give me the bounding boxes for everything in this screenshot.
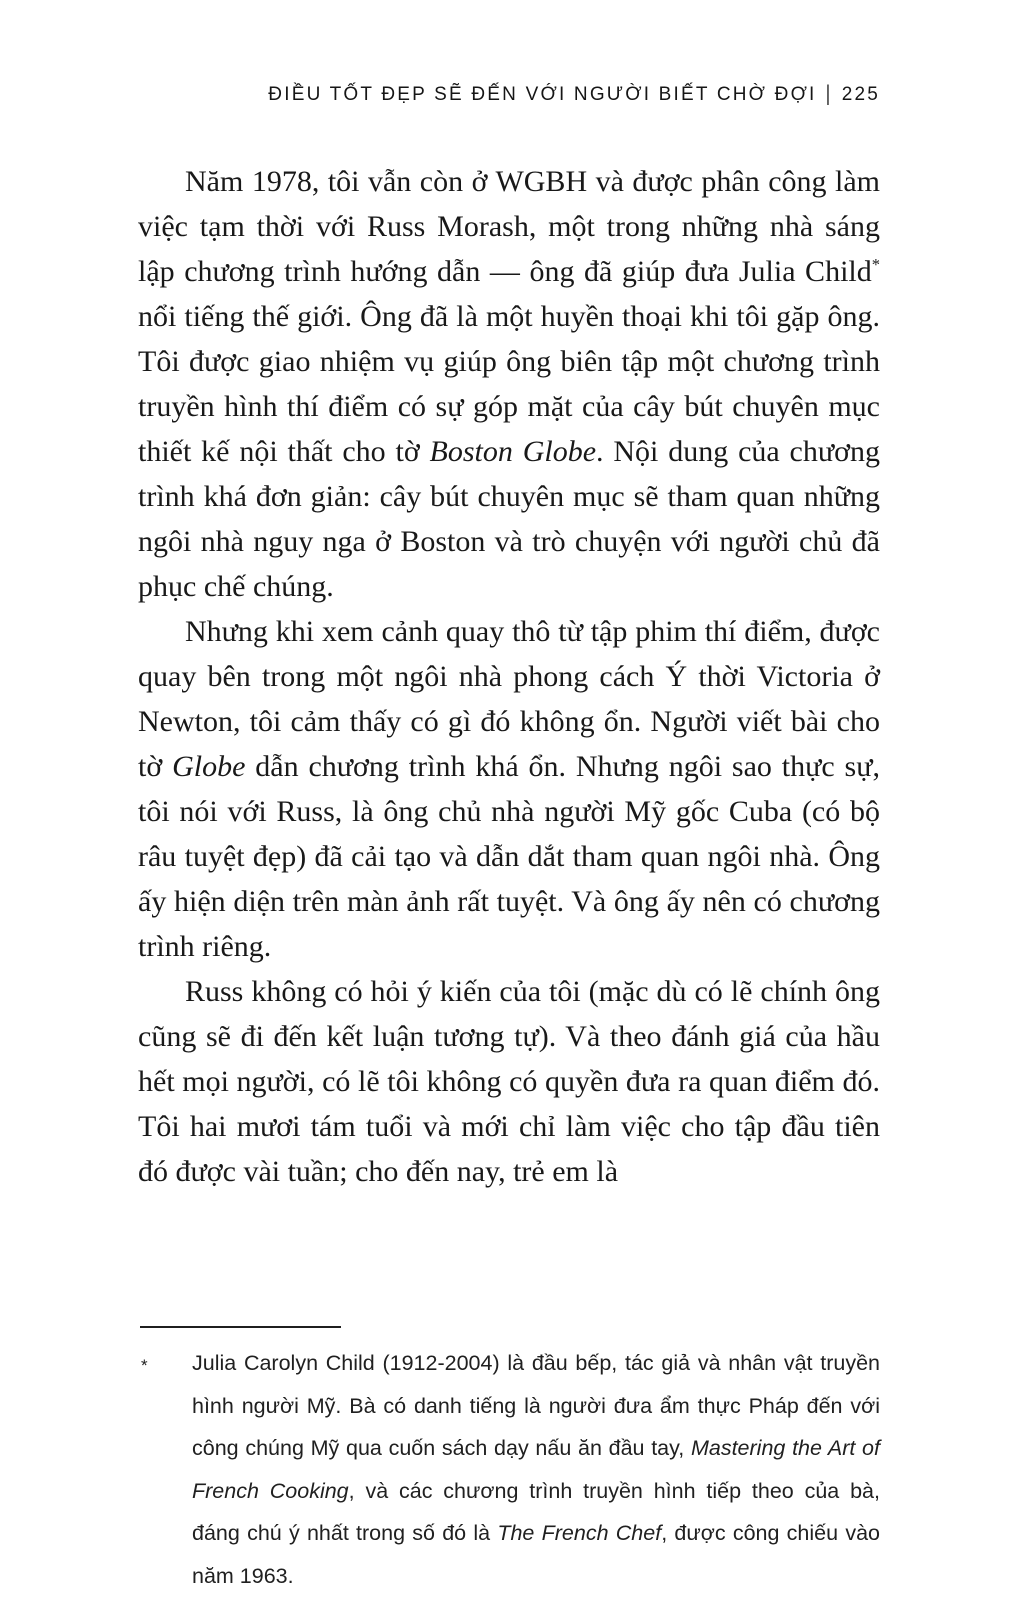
footnote-marker: *: [141, 1356, 148, 1375]
paragraph-2: Nhưng khi xem cảnh quay thô từ tập phim thí điểm, được quay bên trong một ngôi nhà phong cách Ý thời Victoria ở Newton, tôi cảm thấy có gì đó không ổn. Người viết bài cho tờ Globe dẫn chương trình khá ổn. Nhưng ngôi sao thực sự, tôi nói với Russ, là ông chủ nhà người Mỹ gốc Cuba (có bộ râu tuyệt đẹp) đã cải tạo và dẫn dắt tham quan ngôi nhà. Ông ấy hiện diện trên màn ảnh rất tuyệt. Và ông ấy nên có chương trình riêng.: [138, 615, 880, 963]
running-header: [138, 84, 880, 106]
header-divider: |: [825, 82, 833, 107]
paragraph-1: Năm 1978, tôi vẫn còn ở WGBH và được phân công làm việc tạm thời với Russ Morash, một trong những nhà sáng lập chương trình hướng dẫn — ông đã giúp đưa Julia Child* nổi tiếng thế giới. Ông đã là một huyền thoại khi tôi gặp ông. Tôi được giao nhiệm vụ giúp ông biên tập một chương trình truyền hình thí điểm có sự góp mặt của cây bút chuyên mục thiết kế nội thất cho tờ Boston Globe. Nội dung của chương trình khá đơn giản: cây bút chuyên mục sẽ tham quan những ngôi nhà nguy nga ở Boston và trò chuyện với người chủ đã phục chế chúng.: [138, 165, 880, 603]
footnote-text: Julia Carolyn Child (1912-2004) là đầu bếp, tác giả và nhân vật truyền hình người Mỹ. Bà có danh tiếng là người đưa ẩm thực Pháp đến với công chúng Mỹ qua cuốn sách dạy nấu ăn đầu tay, Mastering the Art of French Cooking, và các chương trình truyền hình tiếp theo của bà, đáng chú ý nhất trong số đó là The French Chef, được công chiếu vào năm 1963.: [192, 1351, 880, 1588]
footnote: [138, 1342, 880, 1597]
paragraph-3: Russ không có hỏi ý kiến của tôi (mặc dù có lẽ chính ông cũng sẽ đi đến kết luận tương tự). Và theo đánh giá của hầu hết mọi người, có lẽ tôi không có quyền đưa ra quan điểm đó. Tôi hai mươi tám tuổi và mới chỉ làm việc cho tập đầu tiên đó được vài tuần; cho đến nay, trẻ em là: [138, 975, 880, 1188]
footnote-separator: [140, 1326, 341, 1328]
running-header-title: ĐIỀU TỐT ĐẸP SẼ ĐẾN VỚI NGƯỜI BIẾT CHỜ ĐỢI: [268, 84, 817, 105]
page-number: 225: [841, 84, 880, 105]
body-text: [138, 159, 880, 1194]
